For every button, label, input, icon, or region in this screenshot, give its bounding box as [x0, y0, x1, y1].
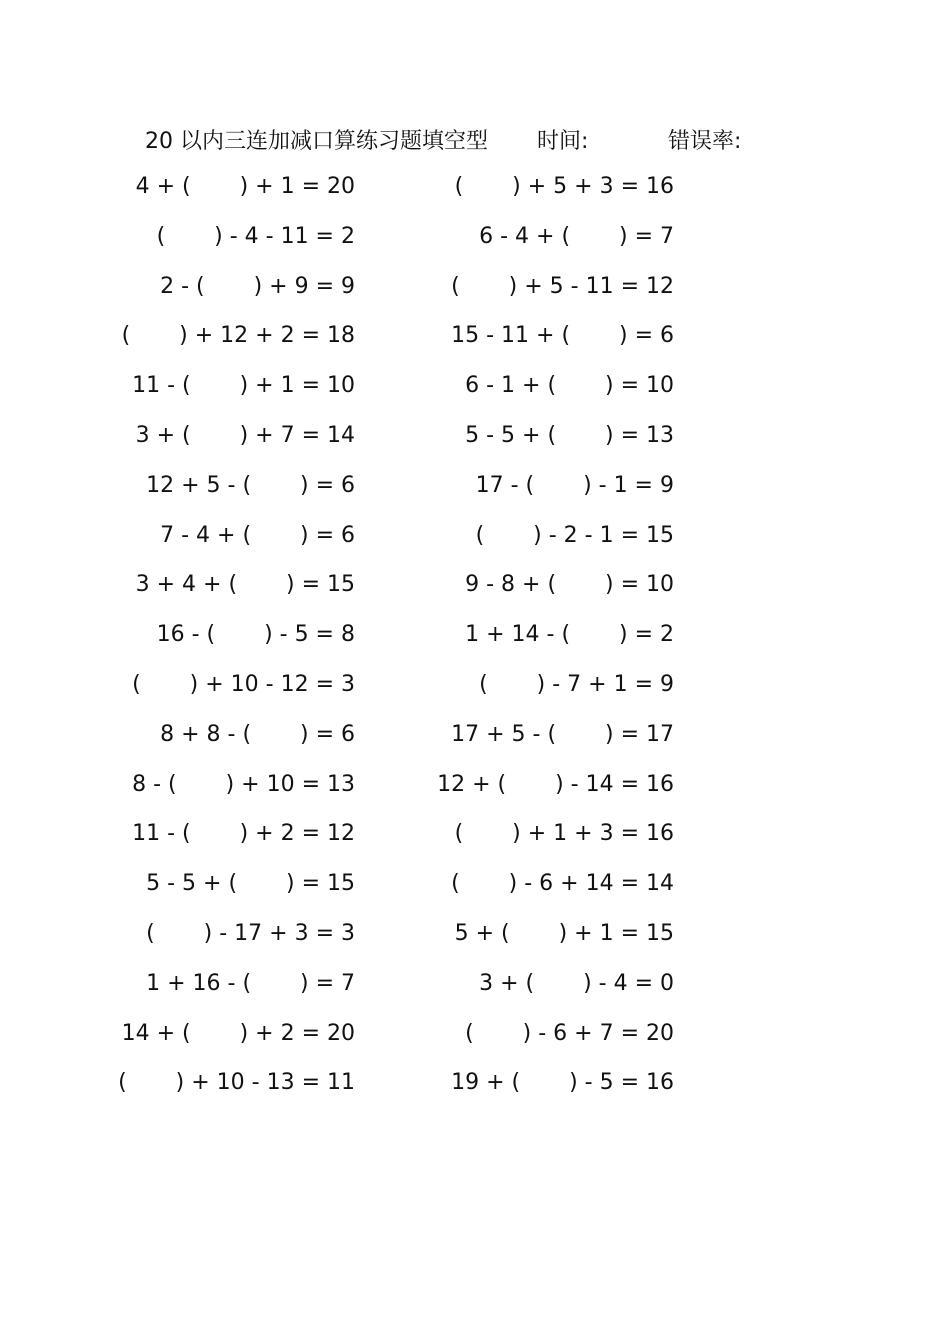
- problem-row: [0, 672, 950, 712]
- problem-row: [0, 871, 950, 911]
- problem-left: 14 + ( ) + 2 = 20: [121, 1020, 355, 1046]
- problem-right: ( ) - 7 + 1 = 9: [479, 672, 674, 697]
- problem-row: [0, 1021, 950, 1061]
- problem-row: [0, 971, 950, 1011]
- problem-row: [0, 921, 950, 961]
- problem-right: 1 + 14 - ( ) = 2: [465, 622, 674, 648]
- problem-right: 17 + 5 - ( ) = 17: [451, 721, 674, 747]
- problem-left: 4 + ( ) + 1 = 20: [135, 174, 355, 199]
- problem-left: 1 + 16 - ( ) = 7: [146, 970, 355, 996]
- problem-right: 19 + ( ) - 5 = 16: [451, 1070, 674, 1096]
- problem-left: ( ) - 17 + 3 = 3: [146, 921, 355, 946]
- problem-row: [0, 523, 950, 563]
- problem-left: ( ) + 12 + 2 = 18: [121, 323, 355, 349]
- error-rate-label: 错误率:: [668, 129, 742, 154]
- problem-left: 11 - ( ) + 2 = 12: [132, 821, 355, 847]
- problem-left: 11 - ( ) + 1 = 10: [132, 373, 355, 399]
- problem-left: 3 + ( ) + 7 = 14: [135, 423, 355, 448]
- problem-left: ( ) - 4 - 11 = 2: [156, 223, 355, 249]
- problem-left: 5 - 5 + ( ) = 15: [146, 871, 355, 897]
- problem-right: 5 - 5 + ( ) = 13: [465, 423, 674, 448]
- problem-row: [0, 174, 950, 214]
- problem-row: [0, 772, 950, 812]
- problem-row: [0, 274, 950, 314]
- problem-row: [0, 1070, 950, 1110]
- problem-left: ( ) + 10 - 12 = 3: [132, 672, 355, 697]
- problem-row: [0, 572, 950, 612]
- problem-right: 17 - ( ) - 1 = 9: [475, 472, 674, 498]
- problem-right: 6 - 4 + ( ) = 7: [479, 223, 674, 249]
- problem-right: 3 + ( ) - 4 = 0: [479, 970, 674, 996]
- problem-row: [0, 323, 950, 363]
- problem-right: ( ) + 5 + 3 = 16: [454, 174, 674, 199]
- problem-row: [0, 821, 950, 861]
- problem-right: 6 - 1 + ( ) = 10: [465, 373, 674, 399]
- problem-right: 15 - 11 + ( ) = 6: [451, 323, 674, 349]
- problem-row: [0, 473, 950, 513]
- problem-right: 12 + ( ) - 14 = 16: [437, 771, 674, 797]
- problem-row: [0, 622, 950, 662]
- worksheet-header: [0, 124, 950, 164]
- problem-right: ( ) - 2 - 1 = 15: [475, 522, 674, 548]
- problem-left: 8 - ( ) + 10 = 13: [132, 771, 355, 797]
- problem-left: 7 - 4 + ( ) = 6: [160, 522, 355, 548]
- problem-right: 9 - 8 + ( ) = 10: [465, 572, 674, 598]
- problem-right: ( ) - 6 + 14 = 14: [451, 871, 674, 897]
- problem-left: 2 - ( ) + 9 = 9: [160, 273, 355, 299]
- problem-row: [0, 373, 950, 413]
- problem-right: ( ) + 5 - 11 = 12: [451, 273, 674, 299]
- problem-row: [0, 423, 950, 463]
- problem-right: ( ) + 1 + 3 = 16: [454, 821, 674, 847]
- problem-row: [0, 224, 950, 264]
- problem-left: ( ) + 10 - 13 = 11: [118, 1070, 355, 1096]
- problem-left: 16 - ( ) - 5 = 8: [156, 622, 355, 648]
- problem-row: [0, 722, 950, 762]
- problem-left: 12 + 5 - ( ) = 6: [146, 472, 355, 498]
- time-label: 时间:: [537, 129, 589, 154]
- problem-right: ( ) - 6 + 7 = 20: [465, 1020, 674, 1046]
- problem-right: 5 + ( ) + 1 = 15: [454, 921, 674, 946]
- problem-left: 8 + 8 - ( ) = 6: [160, 721, 355, 747]
- worksheet-title: 20 以内三连加减口算练习题填空型: [145, 129, 488, 154]
- problem-left: 3 + 4 + ( ) = 15: [135, 572, 355, 598]
